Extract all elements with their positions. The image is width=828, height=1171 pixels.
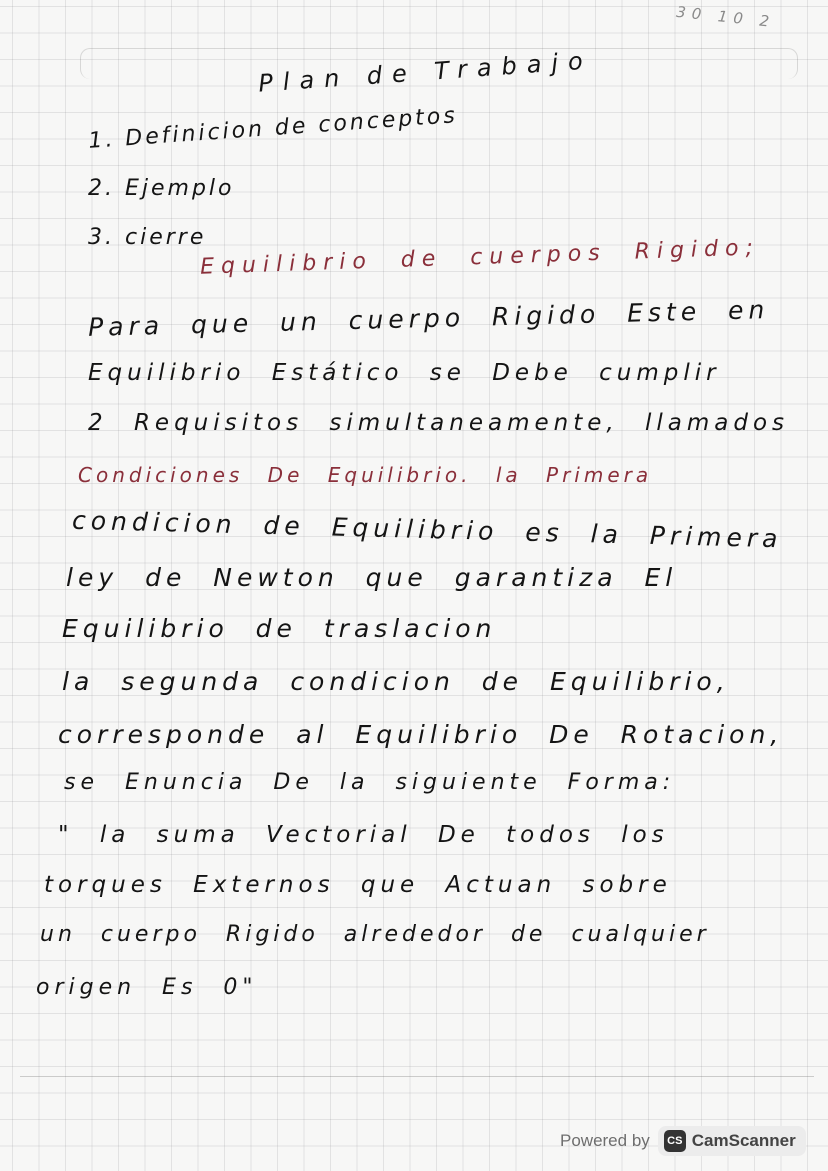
outline-item-3: 3. cierre bbox=[88, 225, 207, 250]
date-header: 30 10 2 bbox=[675, 2, 776, 32]
body-line: " la suma Vectorial De todos los bbox=[58, 822, 669, 848]
body-line: ley de Newton que garantiza El bbox=[66, 563, 678, 592]
section-title: Equilibrio de cuerpos Rigido; bbox=[199, 235, 761, 280]
page-title: Plan de Trabajo bbox=[257, 46, 594, 98]
body-line: un cuerpo Rigido alrededor de cualquier bbox=[40, 922, 710, 947]
camscanner-badge bbox=[658, 1126, 806, 1156]
body-line: origen Es 0" bbox=[36, 975, 258, 1000]
body-line: Equilibrio Estático se Debe cumplir bbox=[88, 360, 721, 386]
camscanner-watermark bbox=[560, 1124, 806, 1158]
body-line: Condiciones De Equilibrio. la Primera bbox=[78, 463, 653, 487]
outline-item-1: 1. Definicion de conceptos bbox=[87, 103, 459, 154]
body-line: torques Externos que Actuan sobre bbox=[44, 872, 672, 898]
body-line: se Enuncia De la siguiente Forma: bbox=[64, 770, 676, 795]
body-line: 2 Requisitos simultaneamente, llamados bbox=[88, 410, 790, 436]
outline-item-2: 2. Ejemplo bbox=[88, 176, 235, 201]
body-line: Para que un cuerpo Rigido Este en bbox=[87, 295, 770, 342]
body-line: condicion de Equilibrio es la Primera bbox=[71, 505, 783, 554]
body-line: la segunda condicion de Equilibrio, bbox=[62, 667, 730, 696]
powered-by-label: Powered by bbox=[560, 1131, 650, 1150]
camscanner-name: CamScanner bbox=[691, 1131, 796, 1150]
bottom-margin-line bbox=[20, 1076, 814, 1077]
body-line: corresponde al Equilibrio De Rotacion, bbox=[58, 720, 784, 749]
body-line: Equilibrio de traslacion bbox=[62, 614, 497, 643]
camscanner-logo-icon: CS bbox=[664, 1130, 686, 1152]
